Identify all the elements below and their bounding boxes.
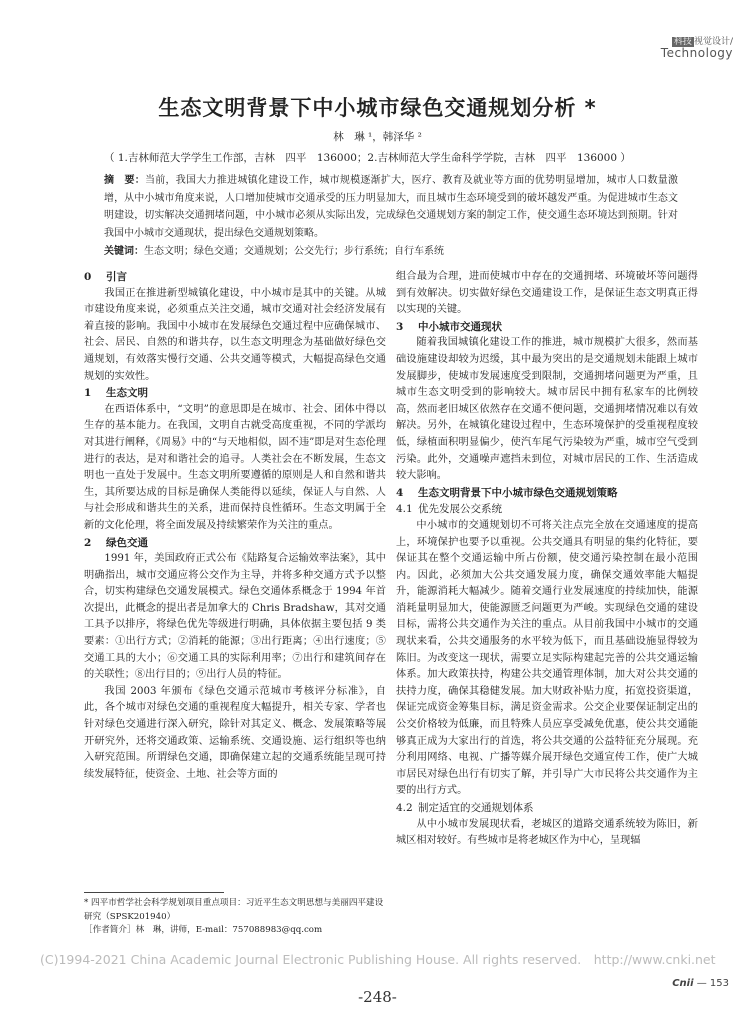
subsection-heading: 4.1 优先发展公交系统 [396,503,502,516]
paragraph: 在西语体系中，“文明”的意思即是在城市、社会、团体中得以生存的基本能力。在我国，文明自古就受高度重视，不同的学派均对其进行阐释，《周易》中的“与天地相似，固不违”即是对生态伦理进行的表达，是对和谐社会的追寻。人类社会在不断发展，生态文明也一直处于发展中。生态文明所要遵循的原则是人和自然和谐共生，其所要达成的目标是确保人类能得以延续，保证人与自然、人与社会形成和谐共生的关系，进而保持良性循环。生态文明属于全新的文化伦理，将全面发展及持续繁荣作为关注的重点。 [84,403,386,531]
copyright-watermark: (C)1994-2021 China Academic Journal Electronic Publishing House. All rights reserved. http://www.cnki.net [40,952,716,967]
abstract-label: 摘 要： [104,175,146,186]
abstract-text: 当前，我国大力推进城镇化建设工作，城市规模逐渐扩大，医疗、教育及就业等方面的优势明显增加，城市人口数量激增，从中小城市角度来说，人口增加使城市交通承受的压力明显加大，而且城市生态环境受到的破坏越发严重。为促进城市生态文明建设，切实解决交通拥堵问题，中小城市必须从实际出发，完成绿色交通规划方案的制定工作，使交通生态环境达到预期。针对我国中小城市交通现状，提出绿色交通规划策略。 [104,175,679,239]
right-column [396,272,698,850]
paragraph: 组合最为合理，进而使城市中存在的交通拥堵、环境破坏等问题得到有效解决。切实做好绿色交通建设工作，是保证生态文明真正得以实现的关键。 [396,271,698,316]
authors: 林 琳 ¹，韩泽华 ² [333,131,422,143]
section-heading: 4 生态文明背景下中小城市绿色交通规划策略 [396,486,618,499]
keywords [104,243,678,260]
footnote-divider [84,892,224,893]
page-number-center: -248- [358,988,397,1006]
category-sub: 视觉设计 [693,37,730,47]
keywords-text: 生态文明；绿色交通；交通规划；公交先行；步行系统；自行车系统 [144,246,444,257]
footnotes [84,897,386,938]
affiliation: （ 1.吉林师范大学学生工作部，吉林 四平 136000；2.吉林师范大学生命科学学院，吉林 四平 136000 ） [104,152,631,164]
keywords-label: 关键词： [104,246,144,257]
footnote-author: ［作者简介］林 琳，讲师，E-mail：757088983@qq.com [84,925,323,935]
section-heading: 0 引言 [84,271,127,283]
journal-logo: Cnii [672,978,694,989]
section-heading: 1 生态文明 [84,387,148,400]
paragraph: 我国正在推进新型城镇化建设，中小城市是其中的关键。从城市建设角度来说，必须重点关注交通，城市交通对社会经济发展有着直接的影响。我国中小城市在发展绿色交通过程中应确保城市、社会、居民、自然的和谐共存，以生态文明理念为基础做好绿色交通规划，有效落实慢行交通、公共交通等模式，大幅提高绿色交通规划的实效性。 [84,287,386,382]
paragraph: 随着我国城镇化建设工作的推进，城市规模扩大很多，然而基础设施建设却较为迟缓，其中最为突出的是交通规划未能跟上城市发展脚步，使城市发展速度受到限制，交通拥堵问题更为严重，且城市生态文明受到的影响较大。城市居民中拥有私家车的比例较高，然而老旧城区依然存在交通不便问题，交通拥堵情况难以有效解决。另外，在城镇化建设过程中，生态环境保护的受重视程度较低，绿植面积明显偏少，使汽车尾气污染较为严重，城市空气受到污染。此外，交通噪声遮挡未到位，对城市居民的工作、生活造成较大影响。 [396,337,698,482]
left-column [84,272,386,783]
category-english: Technology [660,46,733,60]
paragraph: 1991 年，美国政府正式公布《陆路复合运输效率法案》，其中明确指出，城市交通应将公交作为主导，并将多种交通方式予以整合，切实构建绿色交通发展模式。绿色交通体系概念于 1994 年首次提出，此概念的提出者是加拿大的 Chris Bradshaw，其对交通工具予以排序，将绿色优先等级进行明确，具体依据主要包括 9 类要素：①出行方式；②消耗的能源；③出行距离；④出行速度；⑤交通工具的大小；⑥交通工具的实际利用率；⑦出行和建筑间存在的关联性；⑧出行目的；⑨出行人员的特征。 [84,553,386,681]
section-header: 科技 视觉设计/ Technology [660,37,733,60]
footnote-project: * 四平市哲学社会科学规划项目重点项目：习近平生态文明思想与美丽四平建设研究（SPSK201940） [84,898,384,922]
subsection-heading: 4.2 制定适宜的交通规划体系 [396,802,534,814]
paragraph: 从中小城市发展现状看，老城区的道路交通系统较为陈旧，新城区相对较好。有些城市是将老城区作为中心，呈现辐 [396,818,698,847]
section-heading: 2 绿色交通 [84,536,148,549]
paragraph: 中小城市的交通规划切不可将关注点完全放在交通速度的提高上，环境保护也要予以重视。公共交通具有明显的集约化特征，要保证其在整个交通运输中所占份额，使交通污染控制在最小范围内。因此，必须加大公共交通发展力度，确保交通效率能大幅提升，能源消耗大幅减少。随着交通行业发展速度的持续加快，能源消耗量明显加大，使能源匮乏问题更为严峻。实现绿色交通的建设目标，需将公共交通作为关注的重点。从目前我国中小城市的交通现状来看，公共交通服务的水平较为低下，而且基础设施显得较为陈旧。为改变这一现状，需要立足实际构建起完善的公共交通运输体系。加大政策扶持，构建公共交通管理体制，加大对公共交通的扶持力度，确保其稳健发展。加大财政补贴力度，拓宽投资渠道，保证完成资金筹集目标，满足资金需求。公交企业要保证制定出的公交价格较为低廉，而且特殊人员应享受减免优惠，使公共交通能够真正成为大家出行的首选，将公共交通的公益特征充分展现。充分利用网络、电视、广播等媒介展开绿色交通宣传工作，使广大城市居民对绿色出行有切实了解，并引导广大市民将公共交通作为主要的出行方式。 [396,519,698,797]
abstract [104,172,678,242]
section-heading: 3 中小城市交通现状 [396,320,502,333]
page-number-right: Cnii — 153 [672,978,729,989]
paper-title: 生态文明背景下中小城市绿色交通规划分析 * [158,96,597,120]
paragraph: 我国 2003 年颁布《绿色交通示范城市考核评分标准》，自此，各个城市对绿色交通的重视程度大幅提升，相关专家、学者也针对绿色交通进行深入研究，除针对其定义、概念、发展策略等展开研究外，还将交通政策、运输系统、交通设施、运行组织等也纳入研究范围。所谓绿色交通，即确保建立起的交通系统能呈现可持续发展特征，使资金、土地、社会等方面的 [84,685,386,780]
category-tag: 科技 [673,37,692,47]
